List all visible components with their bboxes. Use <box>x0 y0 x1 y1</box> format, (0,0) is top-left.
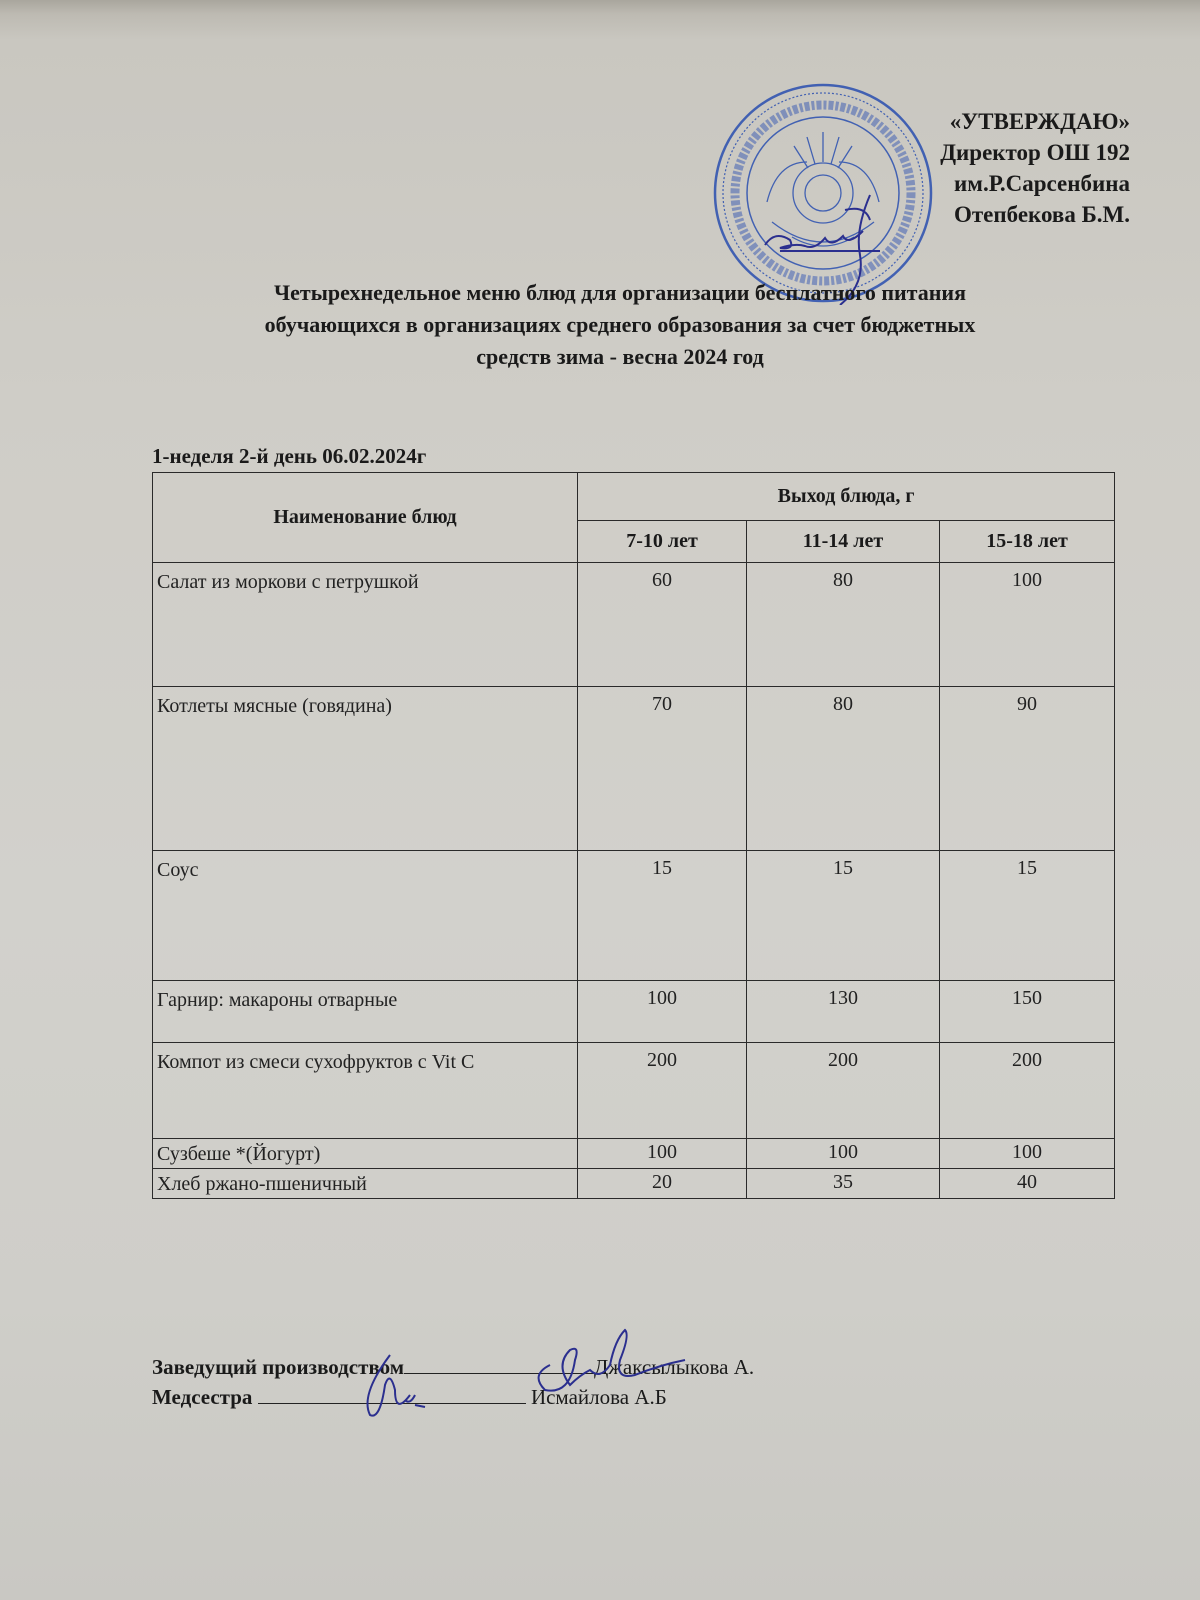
dish-name: Сузбеше *(Йогурт) <box>153 1139 578 1169</box>
signatures-block <box>152 1352 754 1412</box>
yield-value: 100 <box>940 1139 1115 1169</box>
yield-value: 20 <box>578 1169 747 1199</box>
yield-value: 100 <box>578 1139 747 1169</box>
title-line-2: обучающихся в организациях среднего образования за счет бюджетных <box>264 312 976 337</box>
title-line-1: Четырехнедельное меню блюд для организации бесплатного питания <box>273 280 966 305</box>
age-group-header: 7-10 лет <box>578 521 747 563</box>
dish-name: Салат из моркови с петрушкой <box>153 563 578 687</box>
table-row <box>153 1169 1115 1199</box>
approval-school: им.Р.Сарсенбина <box>954 171 1130 196</box>
yield-value: 15 <box>940 851 1115 981</box>
yield-value: 70 <box>578 687 747 851</box>
menu-table <box>152 472 1115 1199</box>
dish-name-header: Наименование блюд <box>153 473 578 563</box>
table-row <box>153 563 1115 687</box>
approval-position: Директор ОШ 192 <box>940 140 1130 165</box>
nurse-line <box>152 1382 754 1412</box>
dish-name: Котлеты мясные (говядина) <box>153 687 578 851</box>
yield-value: 150 <box>940 981 1115 1043</box>
yield-value: 80 <box>747 563 940 687</box>
table-header-row <box>153 473 1115 521</box>
production-manager-line <box>152 1352 754 1382</box>
table-row <box>153 851 1115 981</box>
title-line-3: средств зима - весна 2024 год <box>476 344 764 369</box>
yield-value: 40 <box>940 1169 1115 1199</box>
document-title <box>130 277 1110 373</box>
yield-header: Выход блюда, г <box>578 473 1115 521</box>
yield-value: 100 <box>578 981 747 1043</box>
signature-line <box>258 1383 526 1404</box>
nurse-role: Медсестра <box>152 1385 253 1409</box>
age-group-header: 11-14 лет <box>747 521 940 563</box>
yield-value: 200 <box>940 1043 1115 1139</box>
yield-value: 35 <box>747 1169 940 1199</box>
approval-name: Отепбекова Б.М. <box>953 202 1130 227</box>
yield-value: 130 <box>747 981 940 1043</box>
week-day-label: 1-неделя 2-й день 06.02.2024г <box>152 444 427 468</box>
yield-value: 200 <box>747 1043 940 1139</box>
table-row <box>153 1043 1115 1139</box>
dish-name: Хлеб ржано-пшеничный <box>153 1169 578 1199</box>
approval-heading: «УТВЕРЖДАЮ» <box>949 109 1130 134</box>
production-manager-role: Заведущий производством <box>152 1355 405 1379</box>
age-group-header: 15-18 лет <box>940 521 1115 563</box>
yield-value: 15 <box>578 851 747 981</box>
official-seal-stamp <box>712 82 934 304</box>
yield-value: 100 <box>940 563 1115 687</box>
yield-value: 80 <box>747 687 940 851</box>
dish-name: Соус <box>153 851 578 981</box>
yield-value: 90 <box>940 687 1115 851</box>
dish-name: Компот из смеси сухофруктов с Vit C <box>153 1043 578 1139</box>
nurse-name: Исмайлова А.Б <box>530 1385 667 1409</box>
dish-name: Гарнир: макароны отварные <box>153 981 578 1043</box>
table-row <box>153 1139 1115 1169</box>
table-row <box>153 981 1115 1043</box>
approval-block <box>940 106 1130 230</box>
yield-value: 200 <box>578 1043 747 1139</box>
table-row <box>153 687 1115 851</box>
production-manager-name: Джаксылыкова А. <box>594 1355 755 1379</box>
yield-value: 60 <box>578 563 747 687</box>
signature-line <box>404 1353 594 1374</box>
yield-value: 100 <box>747 1139 940 1169</box>
yield-value: 15 <box>747 851 940 981</box>
